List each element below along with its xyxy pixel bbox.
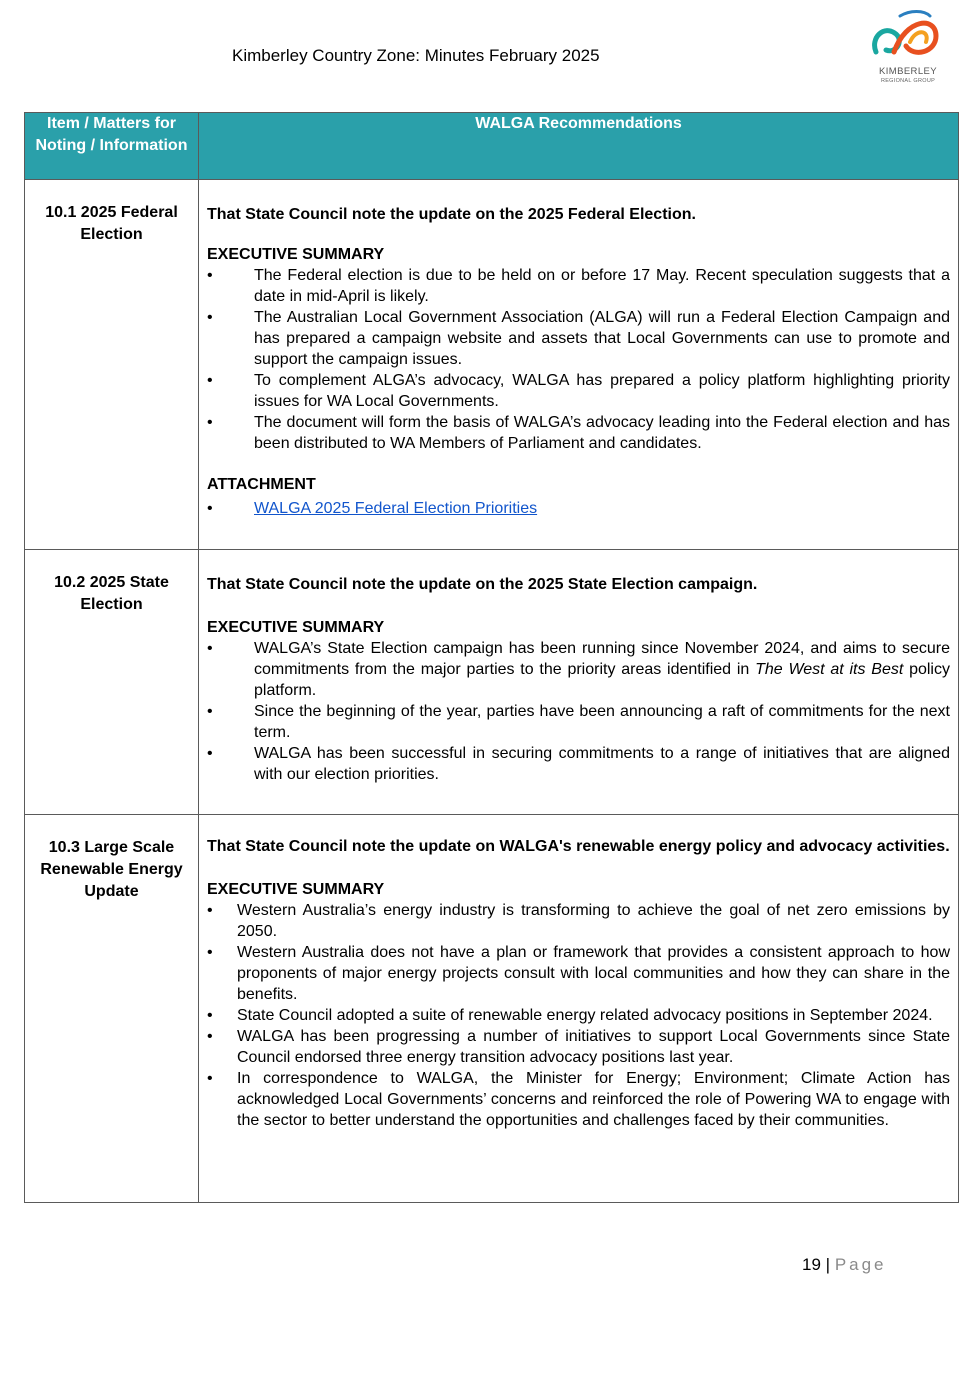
list-item: • The Australian Local Government Association (ALGA) will run a Federal Election Campaign and has prepared a campaign website and assets that Local Governments can use to promote and support the campaign issues. bbox=[207, 309, 950, 368]
list-item: • Western Australia’s energy industry is transforming to achieve the goal of net zero emissions by 2050. bbox=[207, 902, 950, 940]
page-label: Page bbox=[834, 1255, 887, 1274]
table-row bbox=[25, 815, 959, 1203]
item-cell bbox=[25, 180, 199, 550]
recommendation-text: That State Council note the update on the 2025 State Election campaign. bbox=[207, 576, 758, 593]
summary-heading: EXECUTIVE SUMMARY bbox=[207, 246, 385, 263]
attachment-link[interactable]: WALGA 2025 Federal Election Priorities bbox=[254, 500, 538, 517]
logo-swirl-icon bbox=[866, 8, 944, 66]
list-item: • WALGA 2025 Federal Election Priorities bbox=[207, 500, 538, 517]
table-row bbox=[25, 550, 959, 815]
summary-heading: EXECUTIVE SUMMARY bbox=[207, 881, 385, 898]
kimberley-logo bbox=[866, 8, 944, 90]
recommendation-text: That State Council note the update on WALGA's renewable energy policy and advocacy activities. bbox=[207, 838, 950, 855]
col-header-item: Item / Matters for Noting / Information bbox=[25, 113, 199, 180]
list-item: • Western Australia does not have a plan or framework that provides a consistent approach to how proponents of major energy projects consult with local communities and how they can share in the benefits. bbox=[207, 944, 950, 1003]
table-header-row bbox=[25, 113, 959, 180]
recommendations-table bbox=[24, 112, 959, 1203]
recommendation-text: That State Council note the update on the 2025 Federal Election. bbox=[207, 206, 696, 223]
page-number: 19 bbox=[802, 1255, 821, 1274]
attachment-list bbox=[207, 495, 950, 519]
item-cell bbox=[25, 815, 199, 1203]
recommendation-cell bbox=[199, 815, 959, 1203]
list-item: • WALGA has been progressing a number of initiatives to support Local Governments since State Council endorsed three energy transition advocacy positions last year. bbox=[207, 1028, 950, 1066]
col-header-recommendations: WALGA Recommendations bbox=[199, 113, 959, 180]
item-title: 10.3 Large Scale Renewable Energy Update bbox=[40, 839, 183, 900]
list-item: • State Council adopted a suite of renewable energy related advocacy positions in September 2024. bbox=[207, 1007, 933, 1024]
summary-list bbox=[207, 638, 950, 785]
list-item: • In correspondence to WALGA, the Minister for Energy; Environment; Climate Action has acknowledged Local Governments’ concerns and reinforced the role of Powering WA to engage with the sector to better understand the opportunities and challenges faced by their communities. bbox=[207, 1070, 950, 1129]
page-separator: | bbox=[825, 1255, 831, 1274]
list-item: • To complement ALGA’s advocacy, WALGA has prepared a policy platform highlighting priority issues for WA Local Governments. bbox=[207, 372, 950, 410]
recommendation-cell bbox=[199, 180, 959, 550]
list-item: • The document will form the basis of WALGA’s advocacy leading into the Federal election and has been distributed to WA Members of Parliament and candidates. bbox=[207, 414, 950, 452]
list-item: • Since the beginning of the year, parties have been announcing a raft of commitments for the next term. bbox=[207, 703, 950, 741]
summary-list bbox=[207, 265, 950, 454]
summary-list bbox=[207, 900, 950, 1131]
logo-text: KIMBERLEY bbox=[879, 66, 937, 77]
list-item: • WALGA has been successful in securing commitments to a range of initiatives that are aligned with our election priorities. bbox=[207, 745, 950, 783]
page-number-footer bbox=[802, 1255, 887, 1275]
list-item: • WALGA’s State Election campaign has been running since November 2024, and aims to secure commitments from the major parties to the priority areas identified in The West at its Best policy platform. bbox=[207, 640, 950, 699]
recommendation-cell bbox=[199, 550, 959, 815]
item-cell bbox=[25, 550, 199, 815]
logo-subtext: REGIONAL GROUP bbox=[880, 78, 936, 84]
item-title: 10.2 2025 State Election bbox=[54, 574, 169, 613]
document-title: Kimberley Country Zone: Minutes February 2025 bbox=[232, 46, 600, 65]
table-row bbox=[25, 180, 959, 550]
attachment-heading: ATTACHMENT bbox=[207, 476, 316, 493]
summary-heading: EXECUTIVE SUMMARY bbox=[207, 619, 385, 636]
list-item: • The Federal election is due to be held on or before 17 May. Recent speculation suggests that a date in mid-April is likely. bbox=[207, 267, 950, 305]
item-title: 10.1 2025 Federal Election bbox=[45, 204, 178, 243]
